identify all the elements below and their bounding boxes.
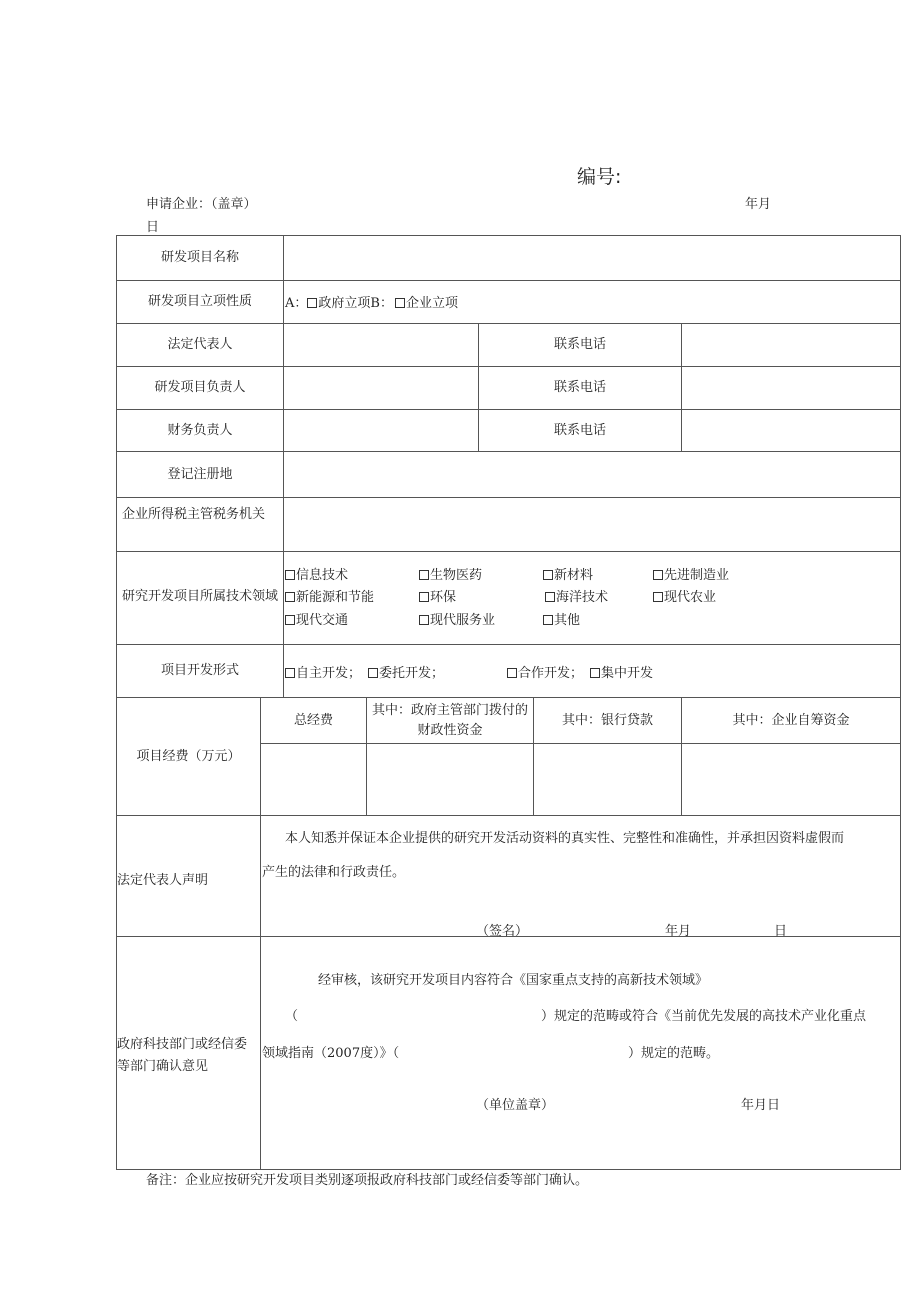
tax-authority-field[interactable]	[284, 498, 900, 551]
funds-bank-field[interactable]	[534, 744, 681, 815]
checkbox-icon	[653, 570, 663, 580]
tech-option-environment[interactable]: 环保	[419, 586, 456, 605]
checkbox-icon	[285, 615, 295, 625]
project-nature-label: 研发项目立项性质	[147, 294, 252, 309]
tech-option-biomed[interactable]: 生物医药	[419, 564, 482, 583]
sign-year-month: 年月	[665, 924, 692, 939]
tech-field-label: 研究开发项目所属技术领域	[121, 589, 278, 604]
checkbox-icon	[545, 592, 555, 602]
dev-option-independent[interactable]: 自主开发；	[285, 662, 361, 681]
gov-project-label: 政府立项B：	[318, 296, 393, 311]
funds-self-header: 其中：企业自筹资金	[732, 712, 850, 728]
tech-option-advanced-manufacturing[interactable]: 先进制造业	[653, 564, 729, 583]
dev-form-label: 项目开发形式	[160, 663, 239, 678]
checkbox-icon	[285, 570, 295, 580]
checkbox-icon	[543, 570, 553, 580]
project-lead-field[interactable]	[284, 367, 478, 409]
serial-number-label: 编号:	[577, 166, 622, 188]
seal-date: 年月日	[741, 1098, 781, 1113]
footer-note: 备注：企业应按研究开发项目类别逐项报政府科技部门或经信委等部门确认。	[146, 1173, 589, 1188]
checkbox-icon	[368, 668, 378, 678]
funds-total-field[interactable]	[261, 744, 366, 815]
funds-self-field[interactable]	[682, 744, 900, 815]
project-nature-prefix: A：	[285, 296, 308, 311]
finance-lead-phone-field[interactable]	[682, 410, 900, 451]
checkbox-icon	[419, 570, 429, 580]
applicant-label: 申请企业：（盖章）	[146, 197, 257, 212]
tech-option-new-materials[interactable]: 新材料	[543, 564, 593, 583]
seal-label: （单位盖章）	[476, 1098, 555, 1113]
finance-lead-label: 财务负责人	[167, 422, 233, 438]
header-year-month: 年月	[745, 197, 772, 212]
checkbox-icon	[285, 592, 295, 602]
gov-line-3-a: 领域指南（2007度）》（	[262, 1046, 400, 1061]
funds-gov-field[interactable]	[367, 744, 533, 815]
checkbox-icon	[419, 592, 429, 602]
legal-rep-phone-field[interactable]	[682, 324, 900, 366]
gov-line-2-open: （	[285, 1009, 299, 1024]
project-name-label: 研发项目名称	[160, 250, 239, 265]
enterprise-project-label: 企业立项	[405, 296, 458, 311]
reg-place-label: 登记注册地	[167, 466, 233, 482]
checkbox-enterprise-project[interactable]	[395, 298, 405, 308]
statement-label: 法定代表人声明	[117, 873, 209, 888]
header-day: 日	[146, 220, 160, 235]
checkbox-icon	[507, 668, 517, 678]
finance-lead-phone-label: 联系电话	[553, 422, 606, 438]
tax-authority-label: 企业所得税主管税务机关	[122, 507, 266, 522]
statement-line-2: 产生的法律和行政责任。	[262, 865, 406, 880]
project-nature-options	[285, 292, 458, 311]
checkbox-gov-project[interactable]	[307, 298, 317, 308]
legal-rep-label: 法定代表人	[167, 337, 233, 352]
funds-label: 项目经费（万元）	[136, 748, 241, 764]
tech-option-new-energy[interactable]: 新能源和节能	[285, 586, 374, 605]
dev-option-cooperative[interactable]: 合作开发；	[507, 662, 583, 681]
legal-rep-phone-label: 联系电话	[553, 337, 606, 352]
reg-place-field[interactable]	[284, 452, 900, 497]
checkbox-icon	[419, 615, 429, 625]
checkbox-icon	[590, 668, 600, 678]
tech-option-transport[interactable]: 现代交通	[285, 609, 348, 628]
dev-option-centralized[interactable]: 集中开发	[590, 662, 653, 681]
sign-label: （签名）	[476, 924, 529, 939]
gov-line-3-b: ）规定的范畴。	[628, 1046, 720, 1061]
project-name-field[interactable]	[284, 236, 900, 280]
tech-option-it[interactable]: 信息技术	[285, 564, 348, 583]
project-lead-label: 研发项目负责人	[154, 380, 246, 395]
checkbox-icon	[543, 615, 553, 625]
tech-option-services[interactable]: 现代服务业	[419, 609, 495, 628]
tech-option-other[interactable]: 其他	[543, 609, 580, 628]
dev-option-commissioned[interactable]: 委托开发；	[368, 662, 444, 681]
gov-line-1: 经审核，该研究开发项目内容符合《国家重点支持的高新技术领域》	[318, 973, 709, 988]
checkbox-icon	[285, 668, 295, 678]
funds-bank-header: 其中：银行贷款	[561, 712, 653, 728]
tech-option-marine[interactable]: 海洋技术	[545, 586, 608, 605]
statement-line-1: 本人知悉并保证本企业提供的研究开发活动资料的真实性、完整性和准确性，并承担因资料虚假而	[285, 831, 845, 846]
funds-total-header: 总经费	[293, 712, 333, 728]
gov-line-2-rest: ）规定的范畴或符合《当前优先发展的高技术产业化重点	[541, 1009, 867, 1024]
funds-gov-header: 其中：政府主管部门拨付的财政性资金	[371, 702, 528, 738]
tech-option-agriculture[interactable]: 现代农业	[653, 586, 716, 605]
sign-day: 日	[774, 924, 788, 939]
project-lead-phone-field[interactable]	[682, 367, 900, 409]
checkbox-icon	[653, 592, 663, 602]
project-lead-phone-label: 联系电话	[553, 380, 606, 395]
gov-opinion-label: 政府科技部门或经信委等部门确认意见	[117, 1037, 248, 1074]
legal-rep-field[interactable]	[284, 324, 478, 366]
finance-lead-field[interactable]	[284, 410, 478, 451]
